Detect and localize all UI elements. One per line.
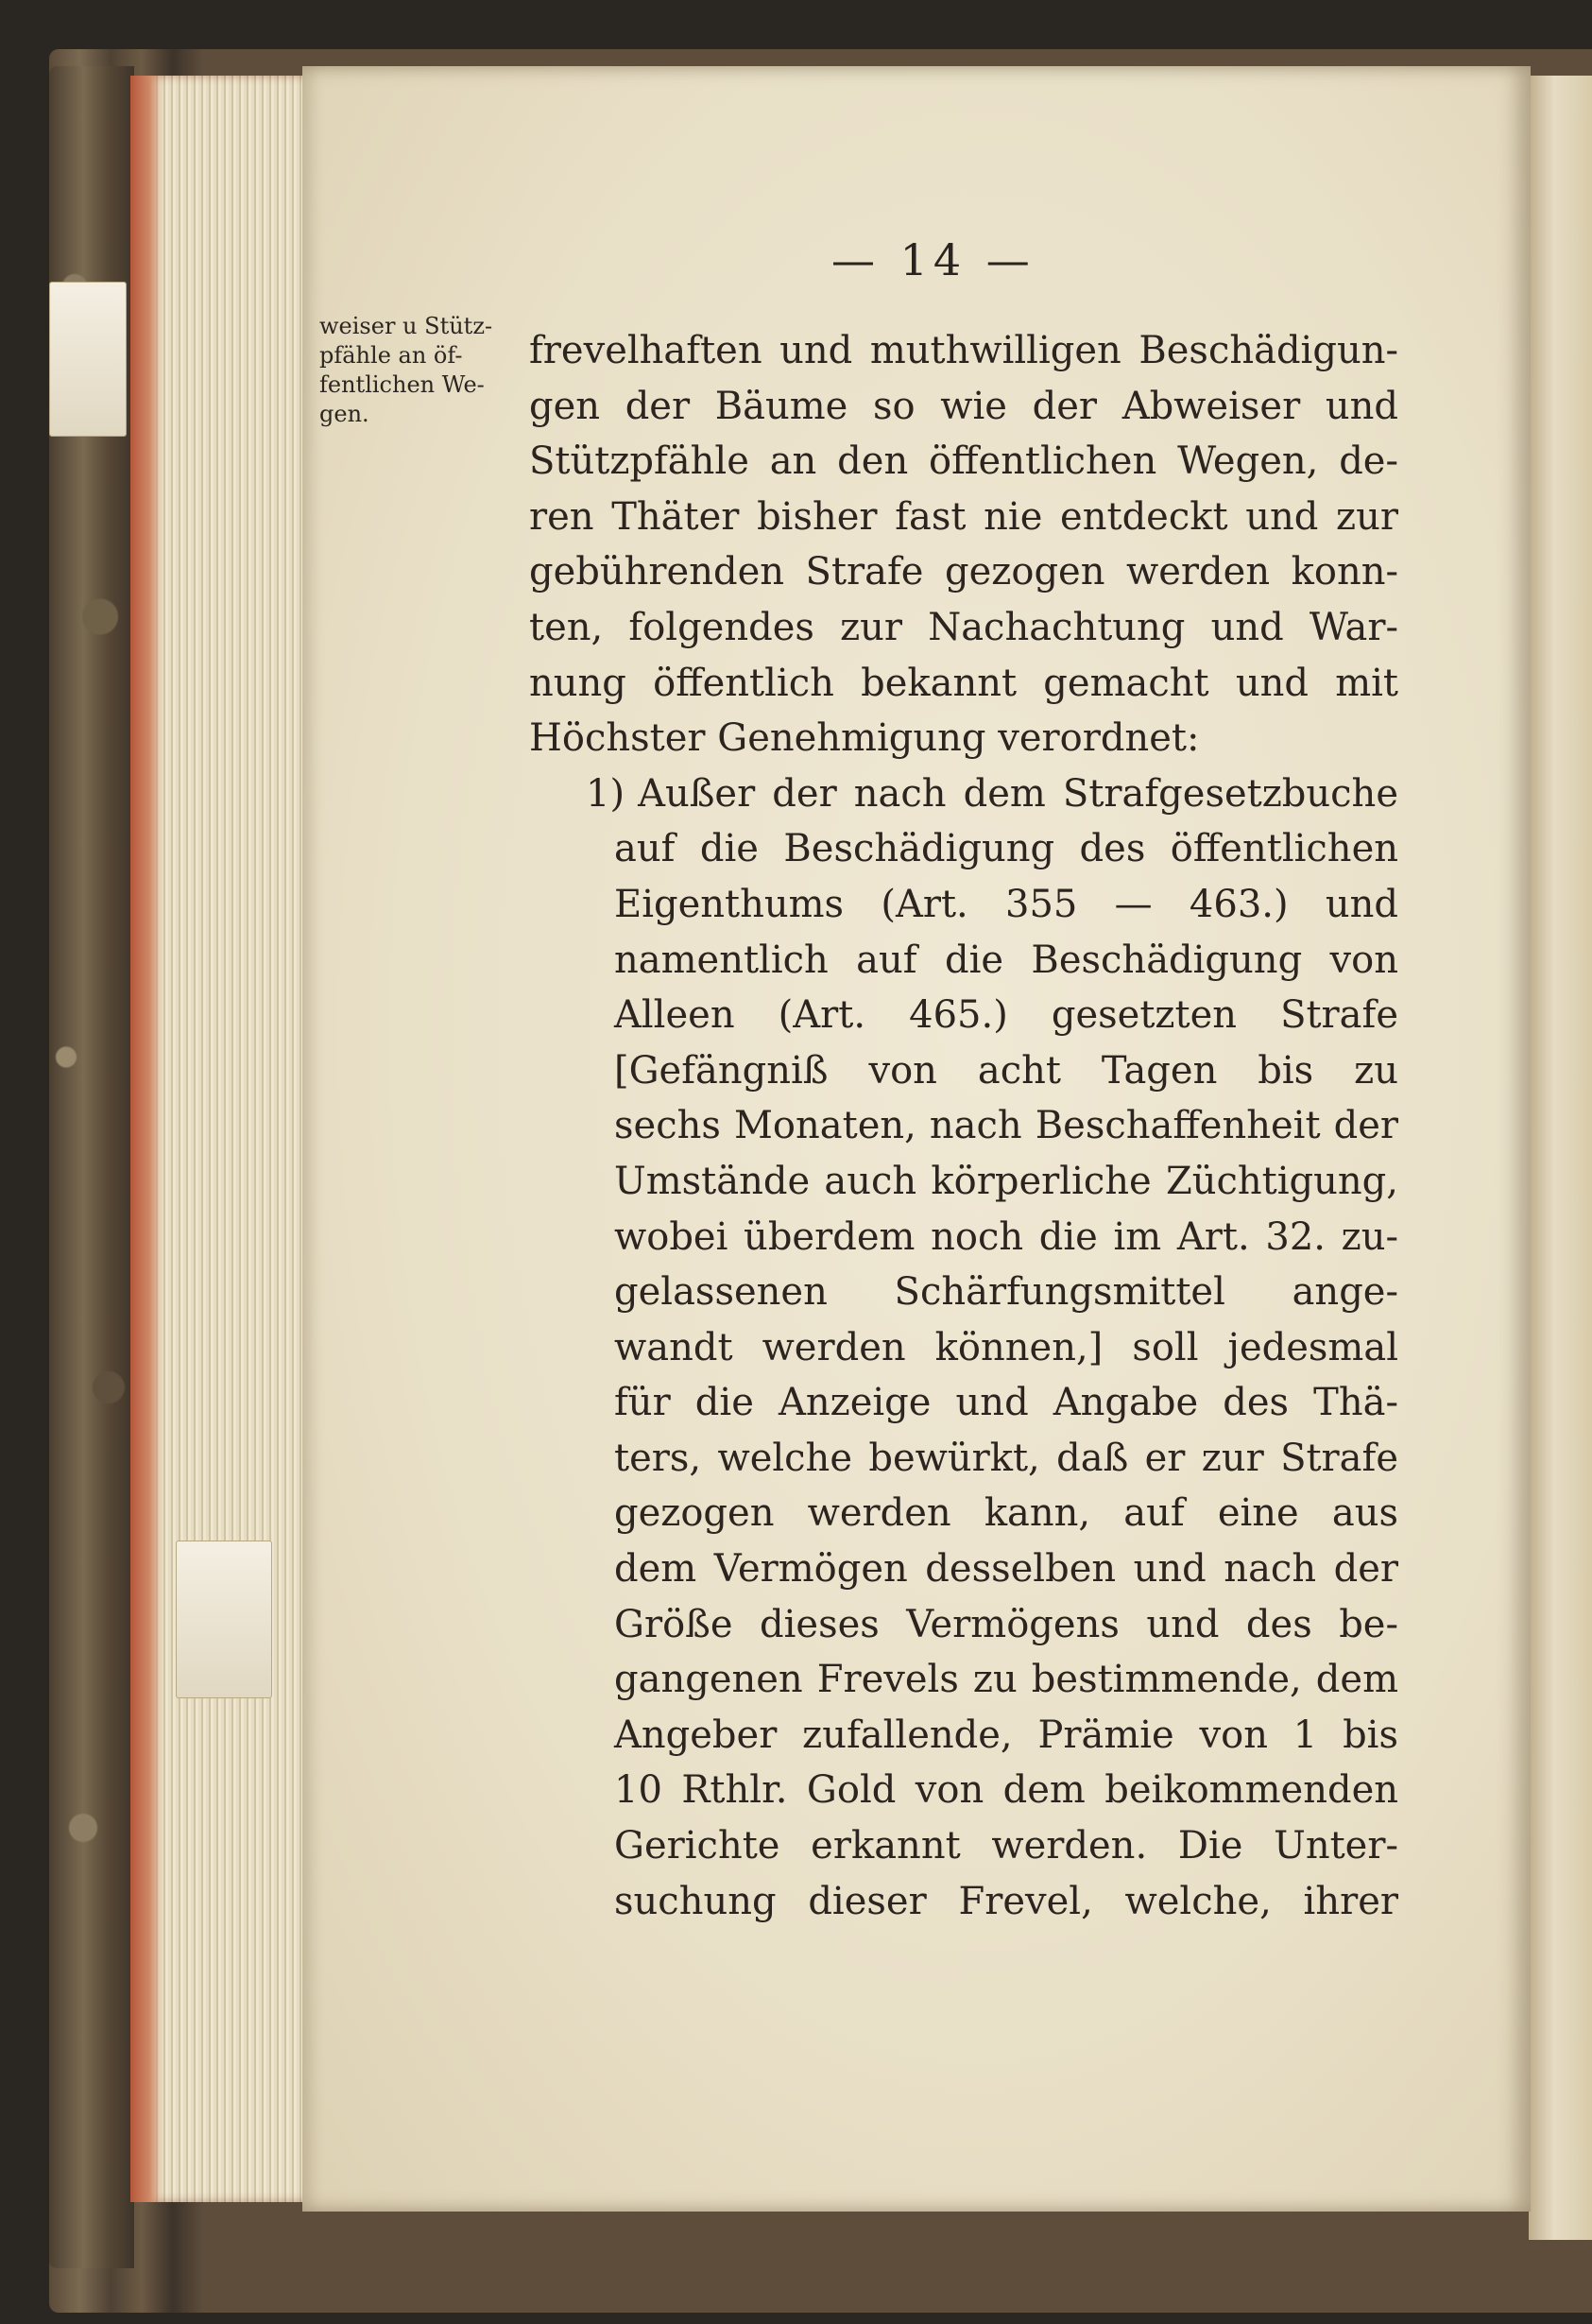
- text-line: wobei überdem noch die im Art. 32. zu-: [614, 1214, 1398, 1259]
- text-line: gangenen Frevels zu bestimmende, dem: [614, 1658, 1398, 1702]
- marginal-note: [319, 312, 518, 429]
- paper-tab-bottom: [176, 1541, 272, 1698]
- text-line: namentlich auf die Beschädigung von: [614, 938, 1398, 982]
- red-page-edge: [130, 76, 163, 2202]
- item-text: Außer der nach dem Strafgesetzbuche: [638, 771, 1398, 816]
- page-number: — 14 —: [831, 234, 1036, 285]
- text-line: Eigenthums (Art. 355 — 463.) und: [614, 882, 1398, 926]
- text-line: Umstände auch körperliche Züchtigung,: [614, 1159, 1398, 1203]
- text-line: Größe dieses Vermögens und des be-: [614, 1602, 1398, 1646]
- main-text: [529, 323, 1398, 1929]
- text-line: wandt werden können,] soll jedesmal: [614, 1325, 1398, 1369]
- marginal-line: gen.: [319, 401, 369, 427]
- marginal-line: fentlichen We-: [319, 371, 485, 398]
- text-line: 10 Rthlr. Gold von dem beikommenden: [614, 1768, 1398, 1813]
- marginal-line: weiser u Stütz-: [319, 313, 493, 339]
- text-line: suchung dieser Frevel, welche, ihrer: [614, 1879, 1398, 1923]
- text-line: gen der Bäume so wie der Abweiser und: [529, 384, 1398, 428]
- text-line: [529, 766, 1398, 822]
- text-line: sechs Monaten, nach Beschaffenheit der: [614, 1104, 1398, 1148]
- text-line: frevelhaften und muthwilligen Beschädigun-: [529, 329, 1398, 372]
- text-line: auf die Beschädigung des öffentlichen: [614, 827, 1398, 871]
- item-number: 1): [586, 771, 625, 816]
- text-line: ters, welche bewürkt, daß er zur Strafe: [614, 1436, 1398, 1480]
- paper-tab-top: [49, 282, 127, 437]
- text-line: [Gefängniß von acht Tagen bis zu: [614, 1048, 1398, 1093]
- text-line: für die Anzeige und Angabe des Thä-: [614, 1381, 1398, 1425]
- marginal-line: pfähle an öf-: [319, 342, 463, 369]
- text-line: nung öffentlich bekannt gemacht und mit: [529, 661, 1398, 705]
- text-line: ren Thäter bisher fast nie entdeckt und zur: [529, 494, 1398, 539]
- text-line: gelassenen Schärfungsmittel ange-: [614, 1270, 1398, 1315]
- text-line: Stützpfähle an den öffentlichen Wegen, de-: [529, 439, 1398, 484]
- text-line: dem Vermögen desselben und nach der: [614, 1547, 1398, 1592]
- text-line: Gerichte erkannt werden. Die Unter-: [614, 1824, 1398, 1868]
- text-line: ten, folgendes zur Nachachtung und War-: [529, 605, 1398, 649]
- numbered-item-1: [529, 766, 1398, 1929]
- text-line: gebührenden Strafe gezogen werden konn-: [529, 550, 1398, 594]
- facing-page-edge: [1529, 76, 1592, 2240]
- text-line: Höchster Genehmigung verordnet:: [529, 716, 1200, 761]
- intro-paragraph: [529, 323, 1398, 766]
- text-line: Angeber zufallende, Prämie von 1 bis: [614, 1713, 1398, 1757]
- text-line: gezogen werden kann, auf eine aus: [614, 1491, 1398, 1536]
- text-line: Alleen (Art. 465.) gesetzten Strafe: [614, 993, 1398, 1038]
